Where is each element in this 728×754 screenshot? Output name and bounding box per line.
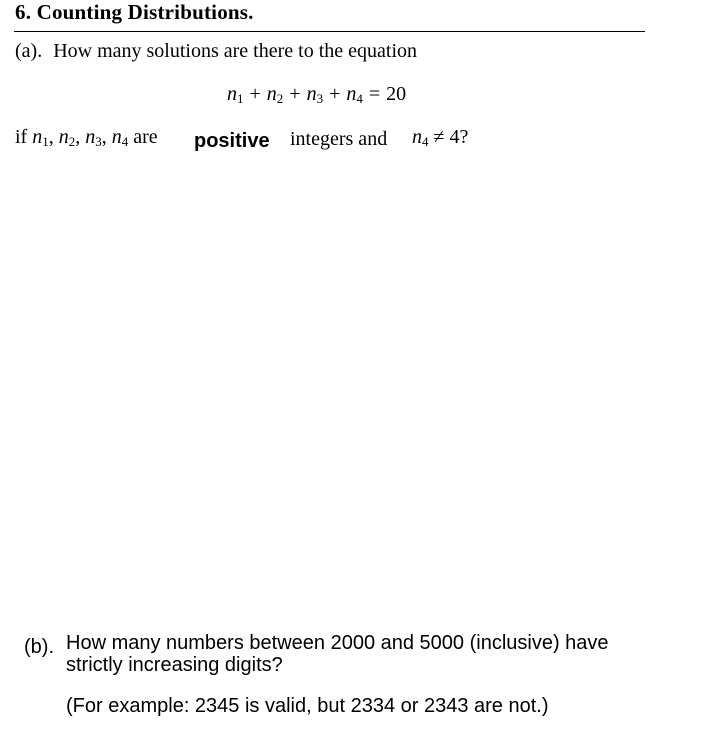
condition-prefix: if $n_1$, $n_2$, $n_3$, $n_4$ are [15,126,158,149]
eq-term-2: $n_2$ [266,83,284,106]
eq-rhs: 20 [386,83,407,105]
cond-var-1: $n_1$ [32,126,49,149]
constraint-value: 4? [449,126,469,148]
eq-plus-3: + [329,83,341,105]
eq-term-3: $n_3$ [306,83,324,106]
cond-var-4: $n_4$ [111,126,129,149]
constraint-neq: ≠ [433,126,445,148]
part-b-question: How many numbers between 2000 and 5000 (inclusive) have strictly increasing digits? [66,632,609,676]
eq-plus-1: + [249,83,261,105]
eq-term-1: $n_1$ [227,83,244,106]
part-a-question [15,40,417,63]
positive-emphasis: positive [194,130,270,152]
equation [227,83,406,107]
eq-term-4: $n_4$ [346,83,363,106]
constraint-var: $n_4$ [412,126,429,149]
eq-plus-2: + [289,83,301,105]
cond-are: are [133,126,158,148]
eq-equals: = [368,83,381,105]
cond-if: if [15,126,28,148]
section-title: 6. Counting Distributions. [15,0,254,24]
part-b-example: (For example: 2345 is valid, but 2334 or 2343 are not.) [66,695,549,717]
part-a-label: (a). [15,40,43,62]
part-a-question-text: How many solutions are there to the equation [53,40,418,62]
cond-var-3: $n_3$ [85,126,102,149]
cond-constraint [412,126,468,150]
title-divider [14,31,645,32]
cond-var-2: $n_2$ [58,126,76,149]
cond-middle: integers and [290,128,388,150]
part-b-label: (b). [24,636,54,658]
